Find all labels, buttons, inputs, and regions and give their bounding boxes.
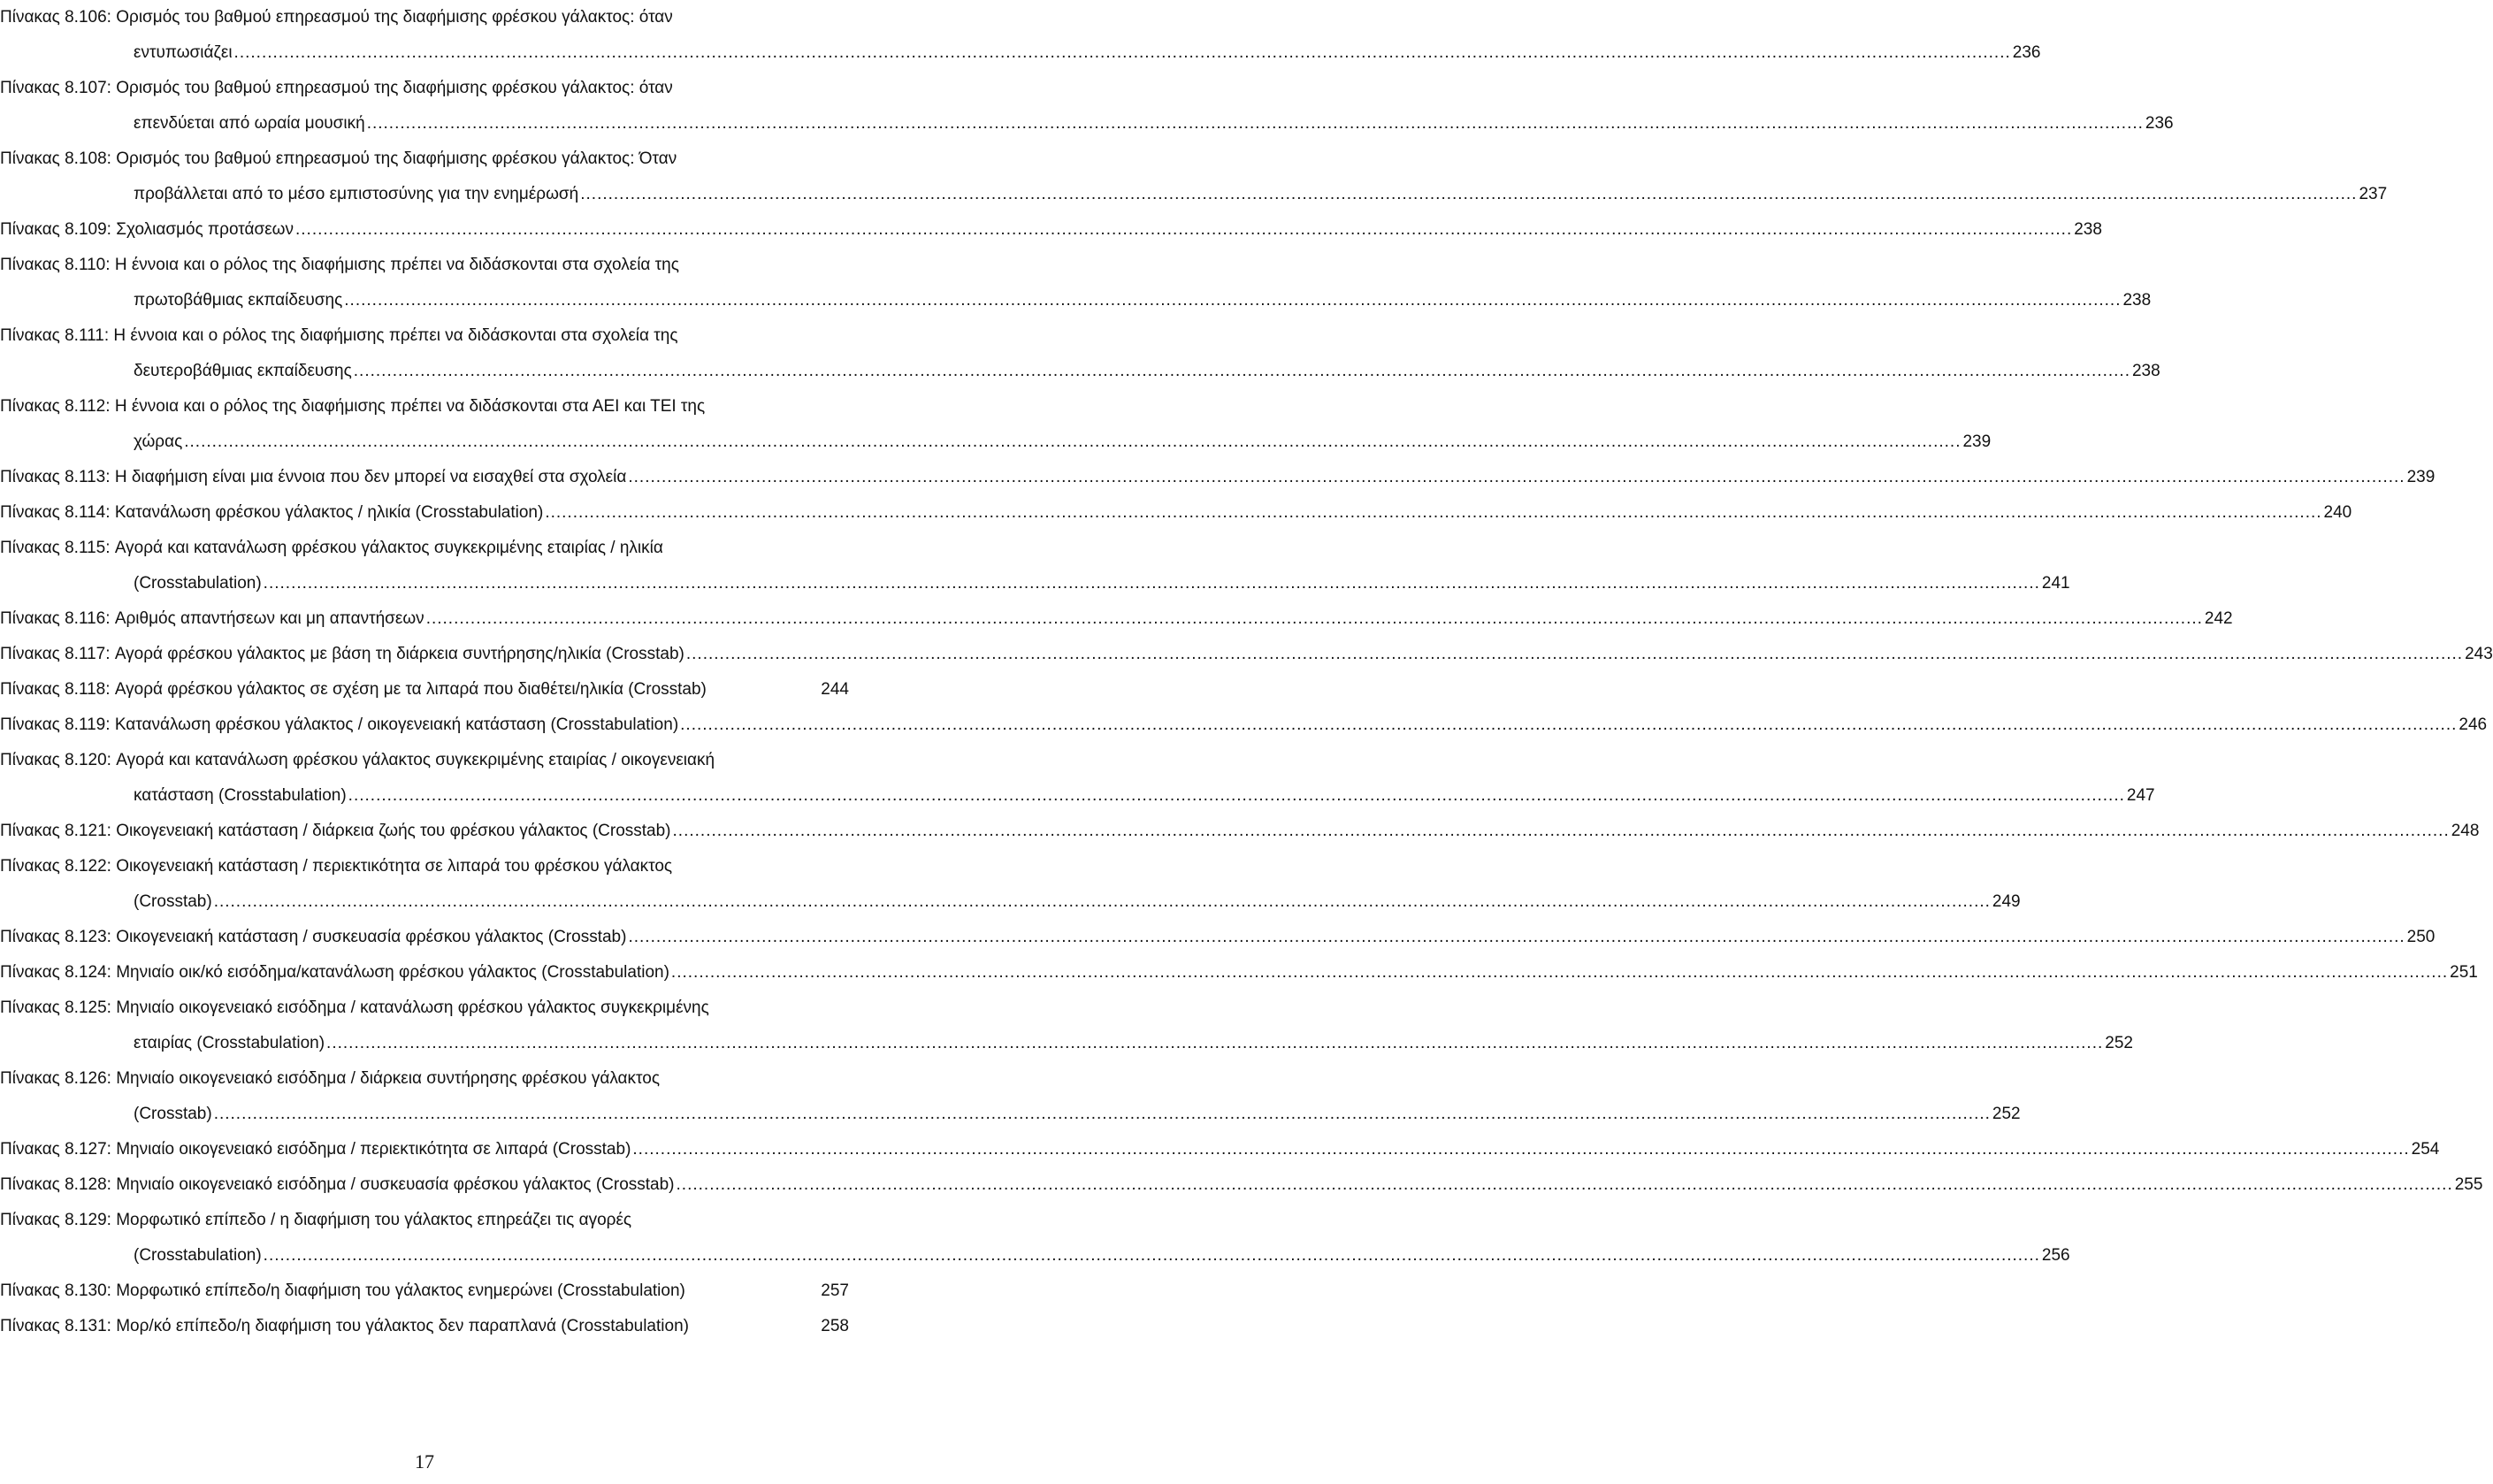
- toc-entry-title: Μηνιαίο οικ/κό εισόδημα/κατανάλωση φρέσκου γάλακτος (Crosstabulation): [116, 963, 669, 982]
- toc-entry-title: Η έννοια και ο ρόλος της διαφήμισης πρέπει να διδάσκονται στα ΑΕΙ και ΤΕΙ της: [114, 397, 706, 416]
- toc-entry-page: 256: [2041, 1246, 2070, 1265]
- toc-entry-line: [0, 672, 849, 708]
- toc-entry-label: Πίνακας 8.115:: [0, 539, 111, 557]
- toc-entry-continuation: [0, 1238, 2070, 1274]
- toc-entry-page: 236: [2012, 43, 2041, 62]
- toc-entry-continuation: [0, 425, 1992, 460]
- toc-entry-title: κατάσταση (Crosstabulation): [134, 786, 347, 805]
- toc-entry-label: Πίνακας 8.121:: [0, 822, 111, 840]
- dot-leader: [673, 814, 2450, 849]
- toc-entry-label: Πίνακας 8.107:: [0, 79, 111, 97]
- toc-entry[interactable]: [0, 389, 1992, 460]
- dot-leader: [264, 566, 2040, 601]
- toc-entry-title: χώρας: [134, 432, 183, 451]
- toc-entry[interactable]: [0, 1203, 2070, 1274]
- toc-entry-label: Πίνακας 8.131:: [0, 1317, 111, 1335]
- toc-entry-label: Πίνακας 8.126:: [0, 1069, 111, 1088]
- toc-entry-page: 242: [2204, 609, 2233, 628]
- toc-entry-continuation: [0, 177, 2388, 212]
- toc-entry-label: Πίνακας 8.108:: [0, 149, 111, 168]
- toc-entry-line: [0, 0, 849, 35]
- toc-entry-label: Πίνακας 8.128:: [0, 1175, 111, 1194]
- toc-entry-title: Κατανάλωση φρέσκου γάλακτος / ηλικία (Crosstabulation): [114, 503, 544, 522]
- dot-leader: [686, 637, 2463, 672]
- toc-entry-page: 247: [2126, 786, 2155, 805]
- toc-entry-title: Οικογενειακή κατάσταση / διάρκεια ζωής του φρέσκου γάλακτος (Crosstab): [116, 822, 671, 840]
- dot-leader: [580, 177, 2357, 212]
- toc-entry-page: 248: [2451, 822, 2480, 840]
- toc-entry-page: 258: [821, 1317, 849, 1335]
- toc-entry-page: 252: [1992, 1105, 2021, 1123]
- toc-entry-label: Πίνακας 8.119:: [0, 715, 111, 734]
- dot-leader: [632, 1132, 2409, 1167]
- toc-entry-label: Πίνακας 8.111:: [0, 326, 110, 345]
- toc-entry-title: Κατανάλωση φρέσκου γάλακτος / οικογενειακή κατάσταση (Crosstabulation): [114, 715, 679, 734]
- toc-entry[interactable]: [0, 601, 2233, 637]
- toc-entry-title: Μορ/κό επίπεδο/η διαφήμιση του γάλακτος δεν παραπλανά (Crosstabulation): [116, 1317, 689, 1335]
- toc-entry[interactable]: [0, 212, 2102, 248]
- toc-entry-continuation: [0, 283, 2152, 318]
- toc-entry-line: [0, 212, 2102, 248]
- toc-entry-title: εντυπωσιάζει: [134, 43, 233, 62]
- toc-entry-title: Αγορά φρέσκου γάλακτος σε σχέση με τα λιπαρά που διαθέτει/ηλικία (Crosstab): [114, 680, 707, 699]
- toc-entry-continuation: [0, 354, 2160, 389]
- dot-leader: [184, 425, 1961, 460]
- toc-entry[interactable]: [0, 955, 2478, 991]
- toc-entry-line: [0, 460, 2436, 495]
- toc-entry-title: Αγορά και κατανάλωση φρέσκου γάλακτος συγκεκριμένης εταιρίας / ηλικία: [114, 539, 663, 557]
- toc-entry-page: 257: [821, 1281, 849, 1300]
- toc-entry-line: [0, 1274, 849, 1309]
- dot-leader: [628, 920, 2405, 955]
- toc-entry-label: Πίνακας 8.117:: [0, 645, 111, 663]
- toc-entry-title: (Crosstab): [134, 892, 212, 911]
- toc-entry-line: [0, 1132, 2440, 1167]
- toc-entry-label: Πίνακας 8.129:: [0, 1211, 111, 1229]
- toc-entry-title: Αγορά φρέσκου γάλακτος με βάση τη διάρκεια συντήρησης/ηλικία (Crosstab): [114, 645, 684, 663]
- toc-entry-continuation: [0, 884, 2021, 920]
- toc-entry-title: προβάλλεται από το μέσο εμπιστοσύνης για την ενημέρωσή: [134, 185, 579, 203]
- toc-entry-title: Ορισμός του βαθμού επηρεασμού της διαφήμισης φρέσκου γάλακτος: όταν: [116, 8, 673, 27]
- toc-entry-line: [0, 849, 849, 884]
- toc-entry-line: [0, 1061, 849, 1097]
- toc-entry[interactable]: [0, 814, 2480, 849]
- toc-entry-page: 254: [2411, 1140, 2440, 1159]
- toc-entry-page: 251: [2450, 963, 2478, 982]
- toc-entry-page: 238: [2074, 220, 2102, 239]
- toc-entry[interactable]: [0, 142, 2388, 212]
- toc-entry[interactable]: [0, 248, 2152, 318]
- toc-entry-label: Πίνακας 8.118:: [0, 680, 111, 699]
- toc-entry-page: 239: [2406, 468, 2436, 486]
- toc-entry[interactable]: [0, 637, 2493, 672]
- toc-entry-line: [0, 248, 849, 283]
- toc-entry[interactable]: [0, 849, 2021, 920]
- toc-entry-line: [0, 637, 2493, 672]
- toc-entry-label: Πίνακας 8.116:: [0, 609, 111, 628]
- toc-entry-label: Πίνακας 8.127:: [0, 1140, 111, 1159]
- toc-entry-page: 241: [2041, 574, 2070, 593]
- dot-leader: [234, 35, 2011, 71]
- toc-entry-label: Πίνακας 8.112:: [0, 397, 111, 416]
- toc-entry[interactable]: [0, 991, 2133, 1061]
- toc-entry-label: Πίνακας 8.125:: [0, 998, 111, 1017]
- toc-entry-title: Αγορά και κατανάλωση φρέσκου γάλακτος συγκεκριμένης εταιρίας / οικογενειακή: [116, 751, 715, 769]
- toc-entry-line: [0, 71, 849, 106]
- toc-entry-title: (Crosstab): [134, 1105, 212, 1123]
- toc-entry-page: 250: [2406, 928, 2436, 946]
- toc-entry-title: (Crosstabulation): [134, 1246, 262, 1265]
- toc-entry-page: 236: [2145, 114, 2174, 133]
- toc-entry-page: 246: [2459, 715, 2488, 734]
- dot-leader: [628, 460, 2405, 495]
- toc-entry-label: Πίνακας 8.122:: [0, 857, 111, 876]
- toc-entry-title: πρωτοβάθμιας εκπαίδευσης: [134, 291, 343, 310]
- toc-entry-line: [0, 743, 849, 778]
- toc-entry-label: Πίνακας 8.123:: [0, 928, 111, 946]
- toc-entry[interactable]: [0, 0, 2041, 71]
- toc-entry-title: Η διαφήμιση είναι μια έννοια που δεν μπορεί να εισαχθεί στα σχολεία: [114, 468, 627, 486]
- toc-entry-page: 249: [1992, 892, 2021, 911]
- toc-entry[interactable]: [0, 920, 2436, 955]
- toc-entry-label: Πίνακας 8.130:: [0, 1281, 111, 1300]
- page-number: 17: [415, 1450, 434, 1473]
- toc-entry-title: Οικογενειακή κατάσταση / περιεκτικότητα σε λιπαρά του φρέσκου γάλακτος: [116, 857, 673, 876]
- toc-entry[interactable]: [0, 1309, 849, 1344]
- toc-entry-label: Πίνακας 8.106:: [0, 8, 111, 27]
- dot-leader: [344, 283, 2121, 318]
- dot-leader: [367, 106, 2144, 142]
- toc-entry-page: 244: [821, 680, 849, 699]
- toc-entry-title: Μηνιαίο οικογενειακό εισόδημα / διάρκεια συντήρησης φρέσκου γάλακτος: [116, 1069, 660, 1088]
- toc-entry-line: [0, 920, 2436, 955]
- toc-entry-title: Μορφωτικό επίπεδο / η διαφήμιση του γάλακτος επηρεάζει τις αγορές: [116, 1211, 632, 1229]
- dot-leader: [264, 1238, 2040, 1274]
- toc-entry-continuation: [0, 778, 2155, 814]
- toc-entry-line: [0, 389, 849, 425]
- toc-entry-page: 239: [1962, 432, 1992, 451]
- toc-entry-line: [0, 708, 2488, 743]
- toc-entry[interactable]: [0, 1274, 849, 1309]
- toc-entry-line: [0, 601, 2233, 637]
- toc-entry-title: Αριθμός απαντήσεων και μη απαντήσεων: [114, 609, 424, 628]
- dot-leader: [680, 708, 2457, 743]
- toc-entry-title: (Crosstabulation): [134, 574, 262, 593]
- toc-entry-label: Πίνακας 8.110:: [0, 256, 111, 274]
- toc-entry-line: [0, 991, 849, 1026]
- toc-entry-page: 238: [2131, 362, 2160, 380]
- toc-entry-title: Μηνιαίο οικογενειακό εισόδημα / συσκευασία φρέσκου γάλακτος (Crosstab): [116, 1175, 675, 1194]
- toc-entry-page: 252: [2105, 1034, 2133, 1052]
- toc-entry-line: [0, 955, 2478, 991]
- toc-entry[interactable]: [0, 1132, 2440, 1167]
- toc-entry[interactable]: [0, 495, 2352, 531]
- toc-entry-title: Η έννοια και ο ρόλος της διαφήμισης πρέπει να διδάσκονται στα σχολεία της: [113, 326, 678, 345]
- toc-entry-label: Πίνακας 8.120:: [0, 751, 111, 769]
- toc-entry[interactable]: [0, 1167, 2483, 1203]
- toc-entry-page: 243: [2465, 645, 2493, 663]
- toc-entry-line: [0, 318, 849, 354]
- toc-entry-title: Μορφωτικό επίπεδο/η διαφήμιση του γάλακτος ενημερώνει (Crosstabulation): [116, 1281, 685, 1300]
- dot-leader: [326, 1026, 2103, 1061]
- toc-entry-line: [0, 531, 849, 566]
- dot-leader: [354, 354, 2130, 389]
- toc-entry[interactable]: [0, 672, 849, 708]
- toc-entry-title: Σχολιασμός προτάσεων: [116, 220, 294, 239]
- toc-entry-line: [0, 142, 849, 177]
- toc-entry-label: Πίνακας 8.124:: [0, 963, 111, 982]
- toc-entry[interactable]: [0, 71, 2174, 142]
- toc-entry-title: επενδύεται από ωραία μουσική: [134, 114, 365, 133]
- dot-leader: [671, 955, 2448, 991]
- toc-entry-line: [0, 1309, 849, 1344]
- dot-leader: [295, 212, 2072, 248]
- dot-leader: [348, 778, 2125, 814]
- toc-entry-line: [0, 495, 2352, 531]
- toc-entry-title: Η έννοια και ο ρόλος της διαφήμισης πρέπει να διδάσκονται στα σχολεία της: [114, 256, 679, 274]
- toc-entry[interactable]: [0, 1061, 2021, 1132]
- dot-leader: [214, 884, 1991, 920]
- dot-leader: [214, 1097, 1991, 1132]
- toc-entry-continuation: [0, 106, 2174, 142]
- toc-entry[interactable]: [0, 531, 2070, 601]
- toc-entry-title: Οικογενειακή κατάσταση / συσκευασία φρέσκου γάλακτος (Crosstab): [116, 928, 627, 946]
- toc-entry-continuation: [0, 35, 2041, 71]
- toc-entry-title: Ορισμός του βαθμού επηρεασμού της διαφήμισης φρέσκου γάλακτος: όταν: [116, 79, 673, 97]
- toc-entry[interactable]: [0, 460, 2436, 495]
- toc-entry-title: Ορισμός του βαθμού επηρεασμού της διαφήμισης φρέσκου γάλακτος: Όταν: [116, 149, 677, 168]
- toc-entry-label: Πίνακας 8.114:: [0, 503, 111, 522]
- toc-entry-page: 238: [2122, 291, 2152, 310]
- toc-entry-title: Μηνιαίο οικογενειακό εισόδημα / περιεκτικότητα σε λιπαρά (Crosstab): [116, 1140, 631, 1159]
- toc-entry-title: δευτεροβάθμιας εκπαίδευσης: [134, 362, 352, 380]
- toc-entry-continuation: [0, 1097, 2021, 1132]
- toc-entry-label: Πίνακας 8.113:: [0, 468, 111, 486]
- toc-entry-page: 240: [2323, 503, 2352, 522]
- toc-entry-title: εταιρίας (Crosstabulation): [134, 1034, 325, 1052]
- toc-entry[interactable]: [0, 743, 2155, 814]
- toc-entry-line: [0, 1167, 2483, 1203]
- toc-entry-title: Μηνιαίο οικογενειακό εισόδημα / κατανάλωση φρέσκου γάλακτος συγκεκριμένης: [116, 998, 709, 1017]
- dot-leader: [545, 495, 2321, 531]
- dot-leader: [426, 601, 2203, 637]
- toc-entry-page: 237: [2359, 185, 2388, 203]
- toc-entry[interactable]: [0, 318, 2160, 389]
- toc-entry-line: [0, 814, 2480, 849]
- dot-leader: [677, 1167, 2453, 1203]
- toc-entry-continuation: [0, 566, 2070, 601]
- toc-entry-page: 255: [2454, 1175, 2483, 1194]
- toc-entry-label: Πίνακας 8.109:: [0, 220, 111, 239]
- toc-entry-continuation: [0, 1026, 2133, 1061]
- toc-entry-line: [0, 1203, 849, 1238]
- toc-entry[interactable]: [0, 708, 2488, 743]
